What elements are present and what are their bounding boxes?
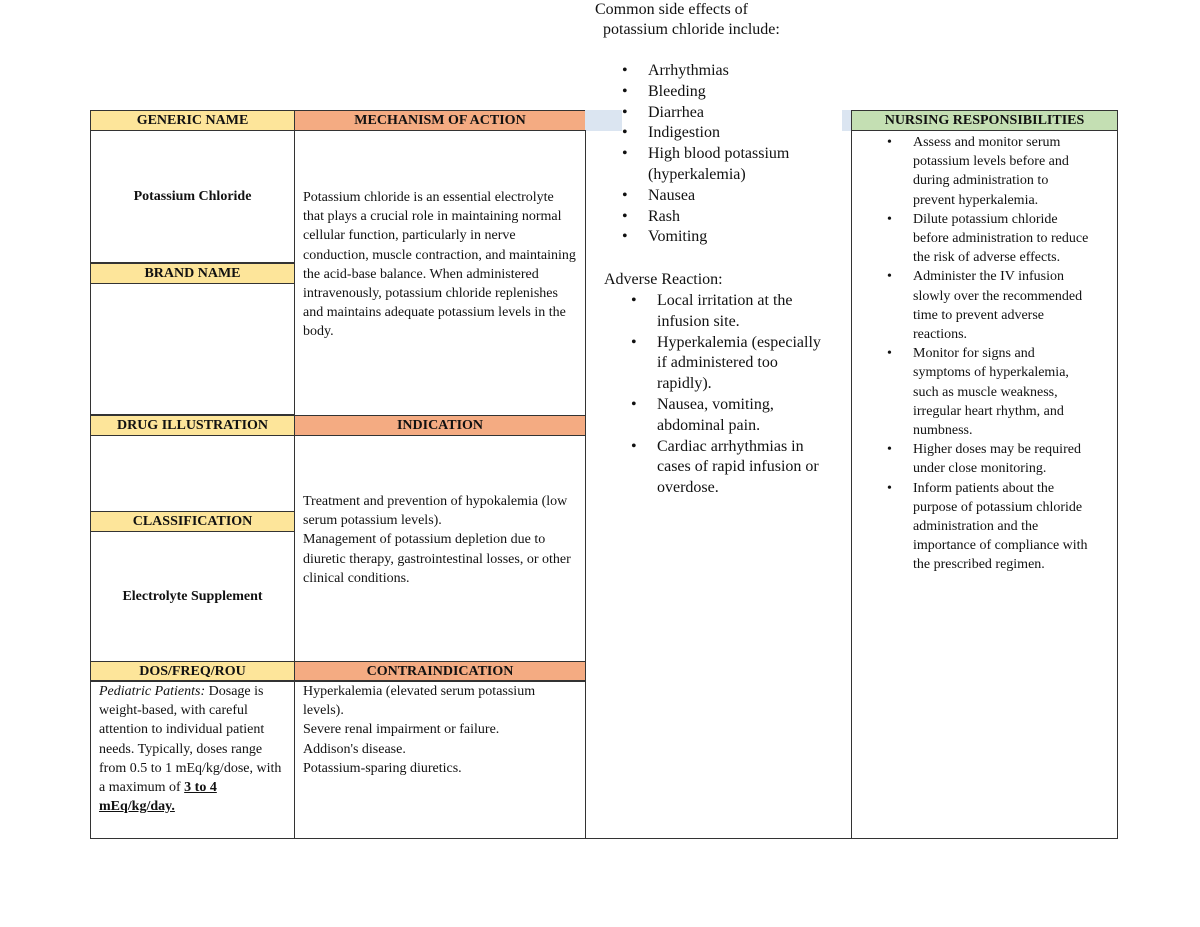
side-effect-item: • Nausea [622, 186, 842, 207]
side-effects-intro-line-1: Common side effects of [595, 1, 749, 18]
generic-name-text: Potassium Chloride [133, 188, 252, 204]
dosage-header: DOS/FREQ/ROU [90, 661, 295, 682]
dosage-max: 3 to 4 mEq/kg/day. [99, 780, 217, 815]
indication-line-2: Management of potassium depletion due to diuretic therapy, gastrointestinal losses, or other clinical conditions. [303, 532, 571, 586]
classification-value-cell [90, 531, 295, 662]
adverse-reaction-item: • Local irritation at the infusion site. [631, 291, 829, 333]
indication-cell [294, 435, 586, 662]
adverse-reaction-list [631, 291, 829, 499]
dosage-text: Dosage is weight-based, with careful attention to individual patient needs. Typically, doses range from 0.5 to 1 mEq/kg/dose, with a maximum of [99, 684, 282, 796]
dosage-label: Pediatric Patients: [99, 684, 206, 699]
nursing-list [887, 133, 1092, 575]
side-effect-item: • Diarrhea [622, 103, 842, 124]
nursing-item: • Assess and monitor serum potassium levels before and during administration to prevent hyperkalemia. [887, 133, 1092, 210]
generic-name-value [90, 130, 295, 263]
side-effect-item: • Arrhythmias [622, 61, 842, 82]
contraindication-line-3: Addison's disease. [303, 741, 406, 757]
mechanism-text: Potassium chloride is an essential electrolyte that plays a crucial role in maintaining normal cellular function, particularly in nerve conduction, muscle contraction, and maintaining the acid-base balance. When administered intravenously, potassium chloride replenishes and maintains adequate potassium levels in the body. [303, 190, 576, 340]
classification-header: CLASSIFICATION [90, 511, 295, 532]
contraindication-line-1: Hyperkalemia (elevated serum potassium levels). [303, 684, 536, 719]
side-effects-intro-line-2: potassium chloride include: [603, 21, 780, 38]
drug-illustration-cell [90, 435, 295, 512]
classification-value: Electrolyte Supplement [122, 588, 263, 604]
brand-name-header: BRAND NAME [90, 263, 295, 284]
side-effect-item: • Bleeding [622, 82, 842, 103]
mechanism-header: MECHANISM OF ACTION [294, 110, 586, 131]
side-effect-item: • Rash [622, 207, 842, 228]
nursing-item: • Dilute potassium chloride before administration to reduce the risk of adverse effects. [887, 210, 1092, 268]
adverse-reaction-title: Adverse Reaction: [604, 271, 723, 288]
nursing-item: • Inform patients about the purpose of potassium chloride administration and the importance of compliance with the prescribed regimen. [887, 479, 1092, 575]
indication-header: INDICATION [294, 415, 586, 436]
side-effects-intro [595, 0, 855, 40]
drug-illustration-header: DRUG ILLUSTRATION [90, 415, 295, 436]
indication-line-1: Treatment and prevention of hypokalemia (low serum potassium levels). [303, 494, 568, 529]
contraindication-header: CONTRAINDICATION [294, 661, 586, 682]
contraindication-line-2: Severe renal impairment or failure. [303, 722, 500, 738]
adverse-reaction-item: • Cardiac arrhythmias in cases of rapid infusion or overdose. [631, 437, 829, 499]
nursing-header: NURSING RESPONSIBILITIES [851, 110, 1118, 131]
side-effect-item: • Indigestion [622, 123, 842, 144]
side-effects-list [622, 61, 842, 248]
dosage-cell [90, 680, 295, 839]
generic-name-header: GENERIC NAME [90, 110, 295, 131]
adverse-reaction-item: • Hyperkalemia (especially if administered too rapidly). [631, 333, 829, 395]
nursing-item: • Higher doses may be required under close monitoring. [887, 440, 1092, 478]
contraindication-cell [294, 680, 586, 839]
contraindication-line-4: Potassium-sparing diuretics. [303, 760, 462, 776]
brand-name-cell [90, 283, 295, 415]
side-effect-item: • High blood potassium (hyperkalemia) [622, 144, 842, 186]
nursing-item: • Administer the IV infusion slowly over the recommended time to prevent adverse reactions. [887, 267, 1092, 344]
nursing-item: • Monitor for signs and symptoms of hyperkalemia, such as muscle weakness, irregular heart rhythm, and numbness. [887, 344, 1092, 440]
mechanism-cell [294, 130, 586, 416]
adverse-reaction-item: • Nausea, vomiting, abdominal pain. [631, 395, 829, 437]
side-effect-item: • Vomiting [622, 227, 842, 248]
